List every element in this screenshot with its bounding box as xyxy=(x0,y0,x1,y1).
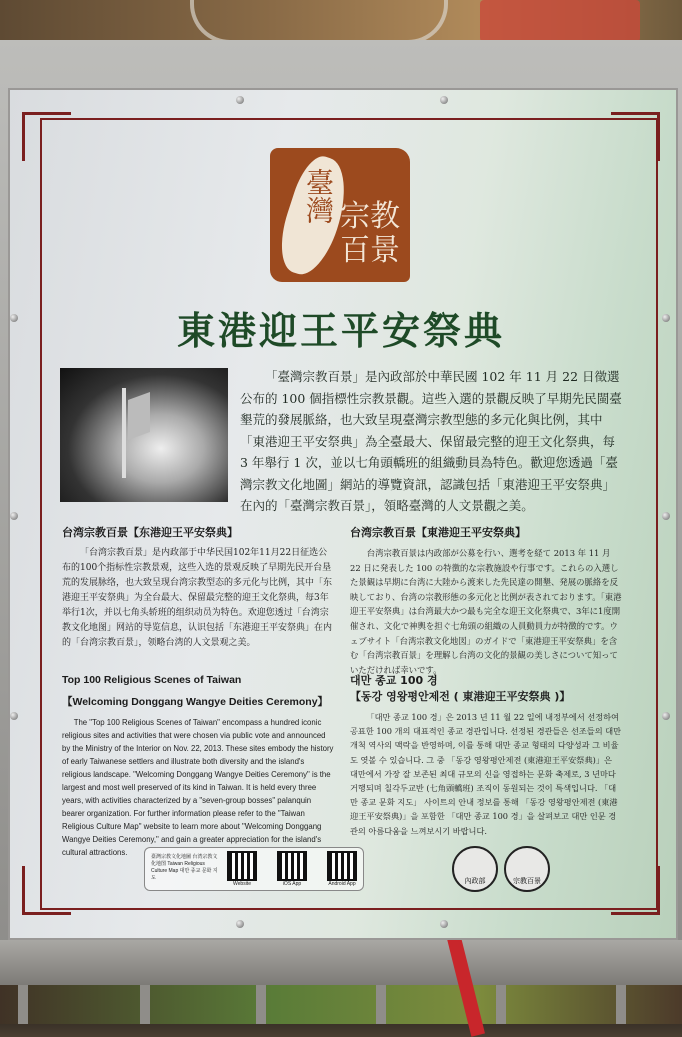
japanese-section xyxy=(350,524,622,677)
qr-label-ios: iOS App xyxy=(282,881,302,887)
en-body: The "Top 100 Religious Scenes of Taiwan" encompass a hundred iconic religious sites and activities that were chosen via public vote and announced by the Ministry of the Interior on Nov. 22, 2013. These sites embody the history of early Taiwanese settlers and illustrate both diversity and the island's religious landscape. "Welcoming Donggang Wangye Deities Ceremony" is the largest and most well preserved of its kind in Taiwan. It is held every three years, with activities characterized by a "seven-group bosses" palanquin bearer organization. For further information please refer to the "Taiwan Religious Culture Map" website to learn more about "Welcoming Donggang Wangye Deities Ceremony," and gain a greater appreciation for the island's cultural attractions. xyxy=(62,718,334,857)
corner-ornament xyxy=(611,866,660,915)
screw xyxy=(236,96,244,104)
background-sign xyxy=(480,0,640,42)
screw xyxy=(236,920,244,928)
ministry-emblem-icon xyxy=(452,846,498,892)
ko-body: 「대만 종교 100 경」은 2013 년 11 월 22 일에 내정부에서 선정하여 공표한 100 개의 대표적인 종교 경관입니다. 선정된 경관들은 선조들의 대만 개척 역사의 맥락을 반영하며, 이를 통해 대만 종교 형태의 다양성과 그 비율도 엿볼 수 있습니다. 그 중 「동강 영왕평안제전 (東港迎王平安祭典)」은 대만에서 가장 잘 보존된 최대 규모의 신을 영접하는 문화 축제로, 3 년마다 거행되며 칠각두교반 (七角頭轎班) 조직이 동원되는 것이 특색입니다. 「대만 종교 문화 지도」 사이트의 안내 정보를 통해 「동강 영왕평안제전 (東港迎王平安祭典)」을 포함한 「대만 종교 100 경」을 살펴보고 대만 인문 경관의 아름다움을 느껴보시기 바랍니다. xyxy=(350,712,622,836)
qr-label-website: Website xyxy=(233,881,251,887)
fence-bar xyxy=(616,985,626,1024)
qr-label-android: Android App xyxy=(328,881,356,887)
en-heading-1: Top 100 Religious Scenes of Taiwan xyxy=(62,674,242,686)
screw xyxy=(662,712,670,720)
ja-body: 台湾宗教百景は内政部が公募を行い、選考を経て 2013 年 11 月 22 日に発表した 100 の特徴的な宗教施設や行事です。これらの入選した景観は早期に台湾に大陸から渡来した先民達の開墾、発展の脈絡を反映しており、台湾の宗教形態の多元化と比例が表されております。「東港迎王平安祭典」は台湾最大かつ最も完全な迎王文化祭典で、3年に1度開催され、文化で神輿を担ぐ七角頭の組織の人員動員力が特徴的です。ウェブサイト「台湾宗教文化地図」のガイドで「東港迎王平安祭典」を含む「台湾宗教百景」を理解し台湾の文化的景観の美しさについて知っていただければ幸いです。 xyxy=(350,548,622,675)
screw xyxy=(440,96,448,104)
boat-sail xyxy=(128,392,150,440)
culture-map-box xyxy=(144,847,364,891)
screw xyxy=(10,512,18,520)
boat-mast xyxy=(122,388,126,478)
religious-scenes-emblem-icon xyxy=(504,846,550,892)
ceremony-photo xyxy=(60,368,228,502)
bottom-rail xyxy=(0,940,682,988)
logo-vertical-text: 臺灣 xyxy=(302,168,335,224)
corner-ornament xyxy=(22,112,71,161)
fence-bar xyxy=(140,985,150,1024)
simplified-chinese-section xyxy=(62,524,334,651)
fence-bar xyxy=(376,985,386,1024)
zh-cn-heading: 台湾宗教百景【东港迎王平安祭典】 xyxy=(62,526,238,539)
ko-heading-2: 【동강 영왕평안제전 ( 東港迎王平安祭典 )】 xyxy=(350,690,571,703)
religious-scenes-logo xyxy=(270,148,410,282)
emblem-label: 宗教百景 xyxy=(513,877,541,885)
corner-ornament xyxy=(611,112,660,161)
android-qr-icon[interactable] xyxy=(329,853,355,879)
intro-text: 「臺灣宗教百景」是內政部於中華民國 102 年 11 月 22 日徵選公布的 100 個指標性宗教景觀。這些入選的景觀反映了早期先民閩臺墾荒的發展脈絡，也大致呈現臺灣宗教型態的多元化與比例，其中「東港迎王平安祭典」為全臺最大、保留最完整的迎王文化祭典，每 3 年舉行 1 次，並以七角頭轎班的組織動員為特色。歡迎您透過「臺灣宗教文化地圖」網站的導覽資訊，認識包括「東港迎王平安祭典」在內的「臺灣宗教百景」，領略臺灣的人文景觀之美。 xyxy=(240,369,622,513)
screw xyxy=(10,712,18,720)
en-heading-2: 【Welcoming Donggang Wangye Deities Ceremony】 xyxy=(62,696,329,708)
fence-bar xyxy=(18,985,28,1024)
sign-title: 東港迎王平安祭典 xyxy=(176,308,505,353)
korean-section xyxy=(350,672,622,838)
ios-qr-icon[interactable] xyxy=(279,853,305,879)
english-section xyxy=(62,672,334,859)
ground xyxy=(0,985,682,1024)
screw xyxy=(662,512,670,520)
culture-map-text: 臺灣宗教文化地圖 台湾宗教文化地图 Taiwan Religious Culture Map 대만 종교 문화 지도 xyxy=(151,854,218,881)
ko-heading-1: 대만 종교 100 경 xyxy=(350,674,438,687)
fence-bar xyxy=(496,985,506,1024)
corner-ornament xyxy=(22,866,71,915)
screw xyxy=(440,920,448,928)
zh-cn-body: 「台湾宗教百景」是内政部于中华民国102年11月22日征选公布的100个指标性宗教景观，这些入选的景观反映了早期先民开台垦荒的发展脉络，也大致呈现台湾宗教型态的多元化与比例，其中「东港迎王平安祭典」为全台最大、保留最完整的迎王文化祭典，每3年举行1次，并以七角头轿班的组织动员为特色。欢迎您透过「台湾宗教文化地图」网站的导览信息，认识包括「东港迎王平安祭典」在内的「台湾宗教百景」，领略台湾的人文景观之美。 xyxy=(62,548,333,648)
metal-scrollwork xyxy=(190,0,448,44)
emblem-label: 內政部 xyxy=(464,877,486,885)
website-qr-icon[interactable] xyxy=(229,853,255,879)
logo-side-text: 宗教百景 xyxy=(340,199,400,268)
fence-bar xyxy=(256,985,266,1024)
ja-heading: 台湾宗教百景【東港迎王平安祭典】 xyxy=(350,526,526,539)
